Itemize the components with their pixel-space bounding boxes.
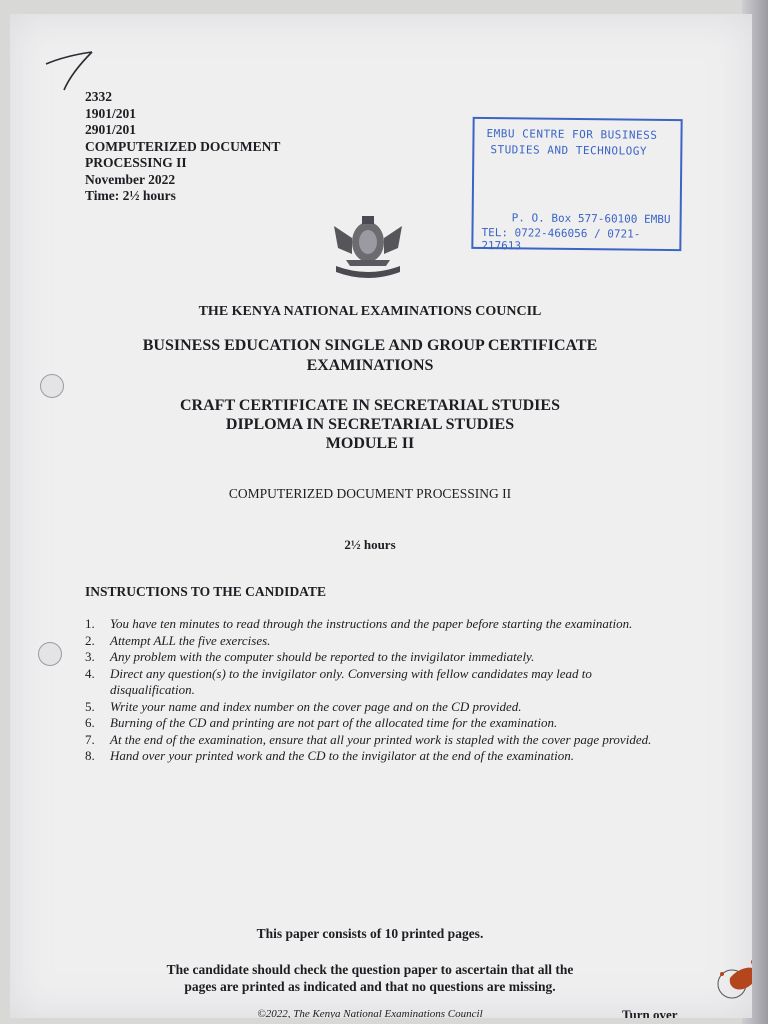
handwritten-mark (40, 44, 100, 94)
council-name: THE KENYA NATIONAL EXAMINATIONS COUNCIL (198, 304, 542, 319)
certificate-line: MODULE II (325, 435, 415, 452)
instruction-text: Write your name and index number on the cover page and on the CD provided. (110, 698, 522, 714)
instruction-number: 1. (85, 616, 95, 631)
instruction-item (85, 616, 665, 633)
instruction-text: Burning of the CD and printing are not part of the allocated time for the examination. (110, 715, 558, 730)
instruction-item (85, 666, 665, 699)
centre-stamp (471, 117, 682, 251)
paper-code: 2901/201 (85, 122, 137, 137)
instruction-number: 7. (85, 731, 95, 747)
instruction-item (85, 748, 665, 765)
instruction-number: 3. (85, 649, 95, 664)
certificate-line: CRAFT CERTIFICATE IN SECRETARIAL STUDIES (180, 397, 560, 414)
punch-hole (38, 642, 62, 666)
instruction-item (85, 649, 665, 666)
instruction-item (85, 732, 665, 749)
paper-metadata (85, 89, 280, 205)
instruction-text: Attempt ALL the five exercises. (110, 632, 271, 648)
instruction-number: 5. (85, 698, 95, 714)
instruction-number: 4. (85, 665, 95, 681)
instruction-item (85, 715, 665, 732)
paper-duration: 2½ hours (344, 537, 396, 552)
instruction-item (85, 633, 665, 650)
instruction-text: At the end of the examination, ensure that all your printed work is stapled with the cover page provided. (110, 731, 652, 747)
stamp-line: EMBU CENTRE FOR BUSINESS (486, 127, 658, 142)
stamp-line: TEL: 0722-466056 / 0721-217613 (481, 226, 641, 253)
candidate-check-note (10, 961, 730, 995)
exam-series-line: BUSINESS EDUCATION SINGLE AND GROUP CERTIFICATE (142, 337, 598, 354)
instruction-number: 2. (85, 632, 95, 648)
paper-code: 2332 (85, 89, 112, 104)
instruction-text: You have ten minutes to read through the instructions and the paper before starting the examination. (110, 616, 633, 631)
ink-stain (710, 954, 752, 1006)
instructions-heading: INSTRUCTIONS TO THE CANDIDATE (85, 584, 326, 599)
check-line: pages are printed as indicated and that no questions are missing. (184, 979, 556, 994)
exam-date: November 2022 (85, 171, 176, 187)
instruction-text: Any problem with the computer should be reported to the invigilator immediately. (110, 649, 535, 664)
punch-hole (40, 374, 64, 398)
paper-title: COMPUTERIZED DOCUMENT PROCESSING II (228, 486, 512, 501)
coat-of-arms-icon (326, 208, 410, 280)
subject-title: COMPUTERIZED DOCUMENT (85, 138, 281, 154)
instructions-list (85, 616, 665, 765)
paper-code: 1901/201 (85, 105, 137, 121)
instruction-item (85, 699, 665, 716)
instruction-text: Direct any question(s) to the invigilator only. Conversing with fellow candidates may lead to disqualification. (110, 665, 592, 697)
instruction-text: Hand over your printed work and the CD to the invigilator at the end of the examination. (110, 748, 574, 763)
page-count-note: This paper consists of 10 printed pages. (256, 926, 484, 941)
certificate-line: DIPLOMA IN SECRETARIAL STUDIES (225, 416, 515, 433)
check-line: The candidate should check the question paper to ascertain that all the (166, 962, 574, 977)
exam-series-line: EXAMINATIONS (306, 357, 434, 374)
exam-time: Time: 2½ hours (85, 188, 176, 203)
stamp-line: STUDIES AND TECHNOLOGY (490, 143, 648, 158)
stamp-line: P. O. Box 577-60100 EMBU (511, 211, 671, 226)
subject-title: PROCESSING II (85, 155, 187, 170)
instruction-number: 8. (85, 748, 95, 763)
turn-over-label: Turn over (622, 1007, 678, 1018)
copyright-notice: ©2022, The Kenya National Examinations Council (257, 1008, 483, 1018)
exam-cover-page (10, 14, 752, 1018)
certificate-titles (10, 396, 730, 453)
instruction-number: 6. (85, 715, 95, 730)
exam-series (10, 336, 730, 376)
